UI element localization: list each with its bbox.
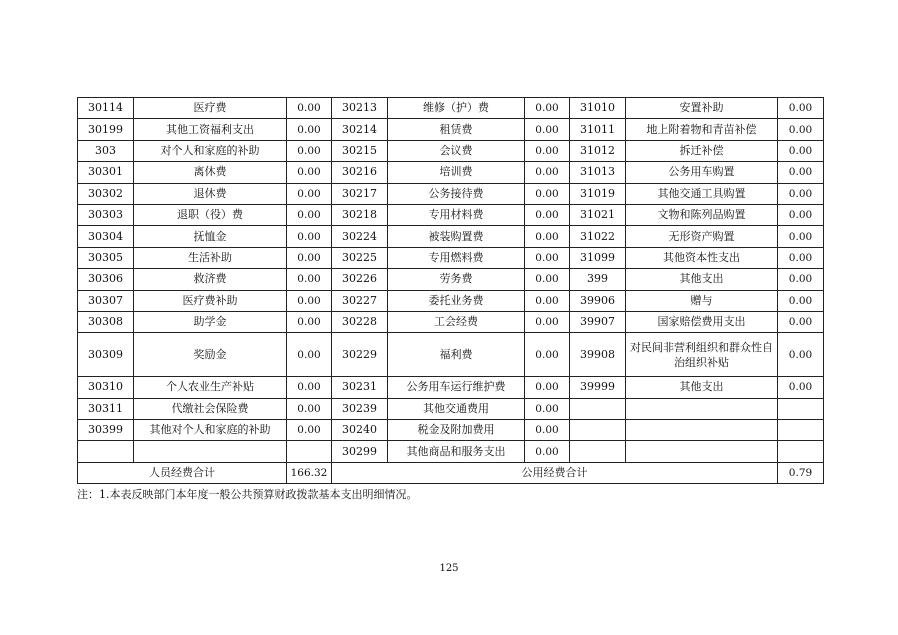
totals-row [78, 462, 824, 483]
table-row [78, 333, 824, 377]
group3-code-cell: 39907 [570, 311, 626, 332]
group3-code-cell: 31010 [570, 98, 626, 119]
group3-amount-cell: 0.00 [778, 290, 824, 311]
personnel-total-label: 人员经费合计 [78, 462, 287, 483]
group3-code-cell: 399 [570, 269, 626, 290]
group3-name-cell [626, 441, 778, 462]
group1-code-cell: 30304 [78, 226, 134, 247]
table-row [78, 420, 824, 441]
basic-expenditure-table [77, 97, 824, 484]
group3-amount-cell: 0.00 [778, 333, 824, 377]
group1-code-cell: 30302 [78, 183, 134, 204]
group2-code-cell: 30213 [332, 98, 388, 119]
group1-name-cell: 其他工资福利支出 [134, 119, 287, 140]
group1-amount-cell: 0.00 [287, 162, 332, 183]
table-row [78, 183, 824, 204]
group3-code-cell: 31013 [570, 162, 626, 183]
group1-amount-cell: 0.00 [287, 311, 332, 332]
group2-amount-cell: 0.00 [525, 269, 570, 290]
group2-code-cell: 30299 [332, 441, 388, 462]
group2-amount-cell: 0.00 [525, 162, 570, 183]
group2-code-cell: 30227 [332, 290, 388, 311]
group3-amount-cell: 0.00 [778, 269, 824, 290]
group1-name-cell: 个人农业生产补贴 [134, 377, 287, 398]
group1-name-cell: 抚恤金 [134, 226, 287, 247]
group3-code-cell [570, 420, 626, 441]
group3-code-cell: 31022 [570, 226, 626, 247]
group3-code-cell: 39908 [570, 333, 626, 377]
table-row [78, 226, 824, 247]
group2-name-cell: 税金及附加费用 [388, 420, 525, 441]
group2-amount-cell: 0.00 [525, 247, 570, 268]
group3-amount-cell: 0.00 [778, 140, 824, 161]
group2-code-cell: 30228 [332, 311, 388, 332]
group2-code-cell: 30214 [332, 119, 388, 140]
group2-name-cell: 被装购置费 [388, 226, 525, 247]
group2-code-cell: 30217 [332, 183, 388, 204]
table-row [78, 98, 824, 119]
group1-amount-cell: 0.00 [287, 290, 332, 311]
group3-amount-cell: 0.00 [778, 162, 824, 183]
group3-name-cell: 文物和陈列品购置 [626, 204, 778, 225]
group2-amount-cell: 0.00 [525, 140, 570, 161]
group3-amount-cell [778, 420, 824, 441]
group1-amount-cell: 0.00 [287, 98, 332, 119]
group1-amount-cell: 0.00 [287, 140, 332, 161]
group2-amount-cell: 0.00 [525, 311, 570, 332]
group1-amount-cell: 0.00 [287, 377, 332, 398]
group1-code-cell: 30309 [78, 333, 134, 377]
group1-code-cell: 30311 [78, 398, 134, 419]
group1-amount-cell: 0.00 [287, 247, 332, 268]
group3-name-cell: 其他交通工具购置 [626, 183, 778, 204]
group3-name-cell: 赠与 [626, 290, 778, 311]
group3-name-cell: 公务用车购置 [626, 162, 778, 183]
group3-amount-cell: 0.00 [778, 377, 824, 398]
group3-amount-cell [778, 398, 824, 419]
group2-code-cell: 30231 [332, 377, 388, 398]
group1-amount-cell: 0.00 [287, 269, 332, 290]
group3-amount-cell [778, 441, 824, 462]
group1-name-cell: 医疗费 [134, 98, 287, 119]
group1-code-cell: 30305 [78, 247, 134, 268]
group3-code-cell: 39906 [570, 290, 626, 311]
group2-name-cell: 其他商品和服务支出 [388, 441, 525, 462]
group1-name-cell: 退休费 [134, 183, 287, 204]
group3-name-cell: 国家赔偿费用支出 [626, 311, 778, 332]
group1-name-cell: 其他对个人和家庭的补助 [134, 420, 287, 441]
table-row [78, 247, 824, 268]
group2-name-cell: 维修（护）费 [388, 98, 525, 119]
public-total-label: 公用经费合计 [332, 462, 778, 483]
group2-amount-cell: 0.00 [525, 98, 570, 119]
public-total-value: 0.79 [778, 462, 824, 483]
group1-name-cell: 助学金 [134, 311, 287, 332]
group3-name-cell: 其他资本性支出 [626, 247, 778, 268]
group2-code-cell: 30226 [332, 269, 388, 290]
group3-amount-cell: 0.00 [778, 98, 824, 119]
table-row [78, 119, 824, 140]
group2-name-cell: 专用材料费 [388, 204, 525, 225]
table-row [78, 269, 824, 290]
group1-amount-cell [287, 441, 332, 462]
table-row [78, 140, 824, 161]
group2-code-cell: 30240 [332, 420, 388, 441]
group2-amount-cell: 0.00 [525, 119, 570, 140]
group1-code-cell: 30310 [78, 377, 134, 398]
group1-code-cell [78, 441, 134, 462]
group1-amount-cell: 0.00 [287, 226, 332, 247]
group3-name-cell: 无形资产购置 [626, 226, 778, 247]
group2-name-cell: 委托业务费 [388, 290, 525, 311]
personnel-total-value: 166.32 [287, 462, 332, 483]
group1-code-cell: 30199 [78, 119, 134, 140]
group3-code-cell: 31011 [570, 119, 626, 140]
table-row [78, 441, 824, 462]
group2-name-cell: 公务用车运行维护费 [388, 377, 525, 398]
group3-name-cell: 拆迁补偿 [626, 140, 778, 161]
group2-amount-cell: 0.00 [525, 377, 570, 398]
table-row [78, 398, 824, 419]
group2-name-cell: 公务接待费 [388, 183, 525, 204]
table-row [78, 162, 824, 183]
page-number: 125 [439, 563, 459, 574]
group1-name-cell: 代缴社会保险费 [134, 398, 287, 419]
table-row [78, 377, 824, 398]
group3-code-cell [570, 441, 626, 462]
group1-name-cell: 对个人和家庭的补助 [134, 140, 287, 161]
group2-name-cell: 专用燃料费 [388, 247, 525, 268]
group1-code-cell: 30307 [78, 290, 134, 311]
table-row [78, 204, 824, 225]
group1-amount-cell: 0.00 [287, 204, 332, 225]
group1-code-cell: 30301 [78, 162, 134, 183]
group2-code-cell: 30225 [332, 247, 388, 268]
group2-name-cell: 会议费 [388, 140, 525, 161]
table-footnote: 注：1.本表反映部门本年度一般公共预算财政拨款基本支出明细情况。 [77, 488, 418, 501]
table-row [78, 290, 824, 311]
group2-code-cell: 30229 [332, 333, 388, 377]
group1-code-cell: 30114 [78, 98, 134, 119]
group3-amount-cell: 0.00 [778, 119, 824, 140]
group2-name-cell: 福利费 [388, 333, 525, 377]
group1-name-cell: 医疗费补助 [134, 290, 287, 311]
group1-name-cell: 离休费 [134, 162, 287, 183]
group2-code-cell: 30239 [332, 398, 388, 419]
group2-name-cell: 工会经费 [388, 311, 525, 332]
group3-code-cell: 31012 [570, 140, 626, 161]
group2-code-cell: 30224 [332, 226, 388, 247]
group2-amount-cell: 0.00 [525, 398, 570, 419]
group2-amount-cell: 0.00 [525, 183, 570, 204]
group2-code-cell: 30216 [332, 162, 388, 183]
group2-code-cell: 30218 [332, 204, 388, 225]
group3-name-cell [626, 398, 778, 419]
group2-name-cell: 劳务费 [388, 269, 525, 290]
group2-name-cell: 租赁费 [388, 119, 525, 140]
group3-code-cell: 39999 [570, 377, 626, 398]
group3-code-cell: 31019 [570, 183, 626, 204]
group2-amount-cell: 0.00 [525, 290, 570, 311]
group2-amount-cell: 0.00 [525, 333, 570, 377]
group1-name-cell: 生活补助 [134, 247, 287, 268]
group1-amount-cell: 0.00 [287, 119, 332, 140]
group1-code-cell: 30303 [78, 204, 134, 225]
group2-amount-cell: 0.00 [525, 420, 570, 441]
table-body [78, 98, 824, 463]
group1-code-cell: 30308 [78, 311, 134, 332]
group1-code-cell: 30306 [78, 269, 134, 290]
group3-name-cell: 地上附着物和青苗补偿 [626, 119, 778, 140]
group1-code-cell: 30399 [78, 420, 134, 441]
group3-name-cell: 其他支出 [626, 269, 778, 290]
group2-amount-cell: 0.00 [525, 204, 570, 225]
group1-amount-cell: 0.00 [287, 183, 332, 204]
group3-name-cell: 安置补助 [626, 98, 778, 119]
group3-code-cell [570, 398, 626, 419]
group2-name-cell: 培训费 [388, 162, 525, 183]
group3-amount-cell: 0.00 [778, 204, 824, 225]
group3-amount-cell: 0.00 [778, 183, 824, 204]
group1-name-cell [134, 441, 287, 462]
group3-name-cell [626, 420, 778, 441]
group2-amount-cell: 0.00 [525, 226, 570, 247]
group2-amount-cell: 0.00 [525, 441, 570, 462]
group1-amount-cell: 0.00 [287, 420, 332, 441]
group1-name-cell: 救济费 [134, 269, 287, 290]
group3-code-cell: 31021 [570, 204, 626, 225]
group3-amount-cell: 0.00 [778, 311, 824, 332]
group3-code-cell: 31099 [570, 247, 626, 268]
group3-name-cell: 对民间非营利组织和群众性自治组织补贴 [626, 333, 778, 377]
group1-amount-cell: 0.00 [287, 398, 332, 419]
group3-amount-cell: 0.00 [778, 226, 824, 247]
group3-amount-cell: 0.00 [778, 247, 824, 268]
group1-code-cell: 303 [78, 140, 134, 161]
group1-amount-cell: 0.00 [287, 333, 332, 377]
group1-name-cell: 奖励金 [134, 333, 287, 377]
group3-name-cell: 其他支出 [626, 377, 778, 398]
group2-name-cell: 其他交通费用 [388, 398, 525, 419]
table-row [78, 311, 824, 332]
group1-name-cell: 退职（役）费 [134, 204, 287, 225]
group2-code-cell: 30215 [332, 140, 388, 161]
